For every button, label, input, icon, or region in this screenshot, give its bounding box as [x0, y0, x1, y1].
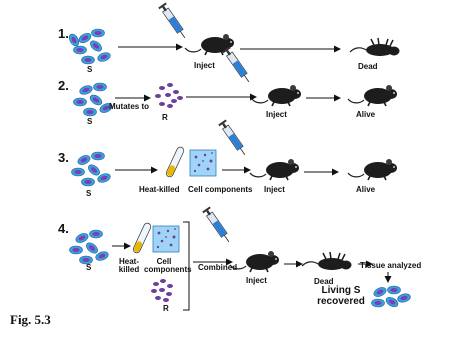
- heat-killed-label: Heat-killed: [139, 185, 180, 194]
- outcome-label: Alive: [356, 110, 376, 119]
- inject-label: Inject: [194, 61, 215, 70]
- cell-components-dish: [190, 150, 216, 176]
- cell-components-label: Cell components: [144, 257, 192, 275]
- mutant-label: R: [162, 113, 168, 122]
- step-number: 3.: [58, 150, 69, 165]
- mouse-icon: [348, 159, 397, 180]
- s-bacteria-cluster: [70, 230, 110, 264]
- step-number: 1.: [58, 26, 69, 41]
- dead-mouse-icon: [302, 252, 352, 270]
- mouse-icon: [348, 85, 397, 106]
- figure-caption: Fig. 5.3: [10, 312, 51, 327]
- mouse-icon: [230, 251, 279, 272]
- step-number: 4.: [58, 221, 69, 236]
- dead-mouse-icon: [350, 38, 400, 56]
- syringe-icon: [218, 119, 248, 157]
- mouse-icon: [250, 159, 299, 180]
- s-bacteria-cluster: [372, 286, 412, 309]
- test-tube-icon: [165, 146, 185, 178]
- mutant-label: R: [163, 304, 169, 313]
- outcome-label: Dead: [358, 62, 378, 71]
- strain-label: S: [87, 117, 93, 126]
- cell-components-label: Cell components: [188, 185, 253, 194]
- test-tube-icon: [132, 222, 152, 254]
- cell-components-dish: [153, 226, 179, 252]
- strain-label: S: [86, 263, 92, 272]
- s-bacteria-cluster: [72, 152, 112, 186]
- strain-label: S: [87, 65, 93, 74]
- s-bacteria-cluster: [74, 83, 114, 116]
- syringe-icon: [158, 2, 188, 40]
- step-number: 2.: [58, 78, 69, 93]
- syringe-icon: [202, 206, 232, 244]
- inject-label: Inject: [264, 185, 285, 194]
- outcome-label: Alive: [356, 185, 376, 194]
- combined-label: Combined: [198, 263, 238, 272]
- r-bacteria-cluster: [155, 83, 183, 108]
- r-bacteria-cluster: [151, 279, 173, 302]
- syringe-icon: [222, 46, 252, 84]
- mouse-icon: [252, 85, 301, 106]
- strain-label: S: [86, 189, 92, 198]
- inject-label: Inject: [246, 276, 267, 285]
- inject-label: Inject: [266, 110, 287, 119]
- outcome-label: Dead: [314, 277, 334, 286]
- tissue-analyzed-label: Tissue analyzed: [360, 261, 422, 270]
- living-s-recovered-label: Living S recovered: [317, 285, 365, 307]
- mutates-label: Mutates to: [109, 102, 149, 111]
- s-bacteria-cluster: [67, 29, 111, 64]
- heat-killed-label: Heat-killed: [118, 257, 140, 275]
